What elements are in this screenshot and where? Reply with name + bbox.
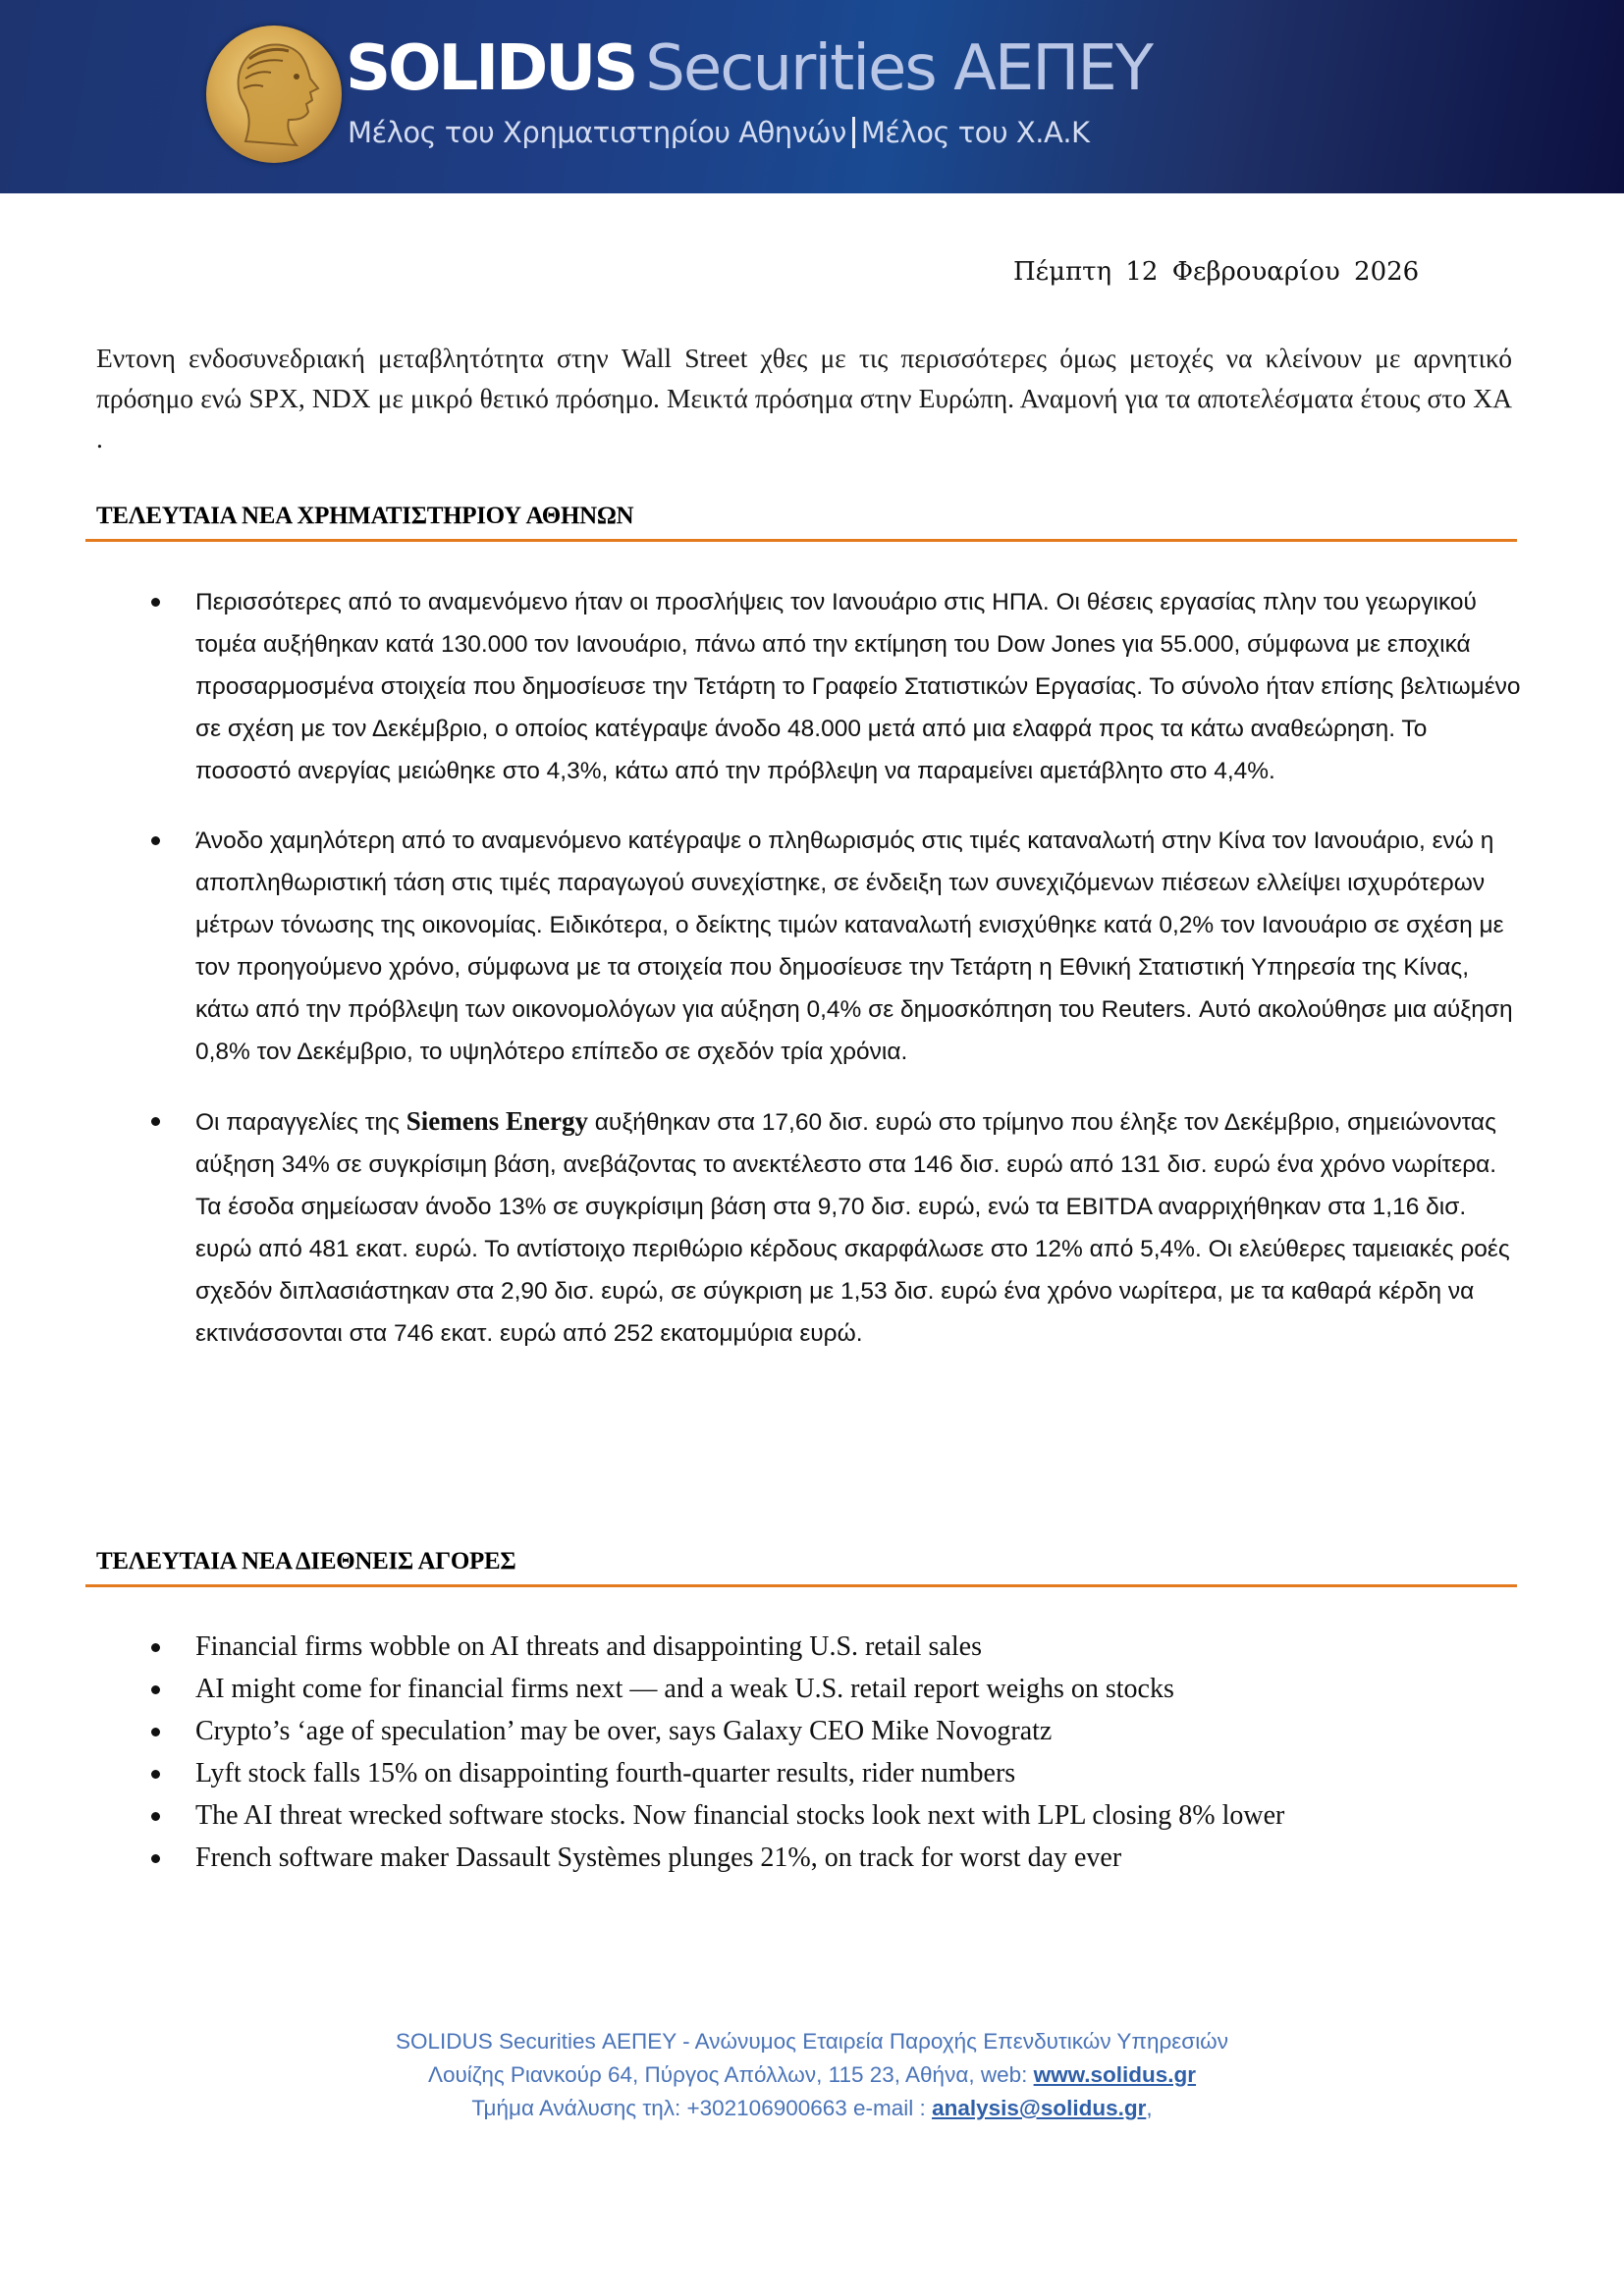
news-prefix: Οι παραγγελίες της xyxy=(195,1109,406,1136)
footer-company: SOLIDUS Securities ΑΕΠΕΥ - Ανώνυμος Εταιρεία Παροχής Επενδυτικών Υπηρεσιών xyxy=(395,2029,1229,2054)
section-divider-athens xyxy=(85,539,1517,542)
news-text: αυξήθηκαν στα 17,60 δισ. ευρώ στο τρίμηνο που έληξε τον Δεκέμβριο, σημειώνοντας αύξηση 34% σε συγκρίσιμη βάση, ανεβάζοντας το ανεκτέλεστο στα 146 δισ. ευρώ από 131 δισ. ευρώ ένα χρόνο νωρίτερα. Τα έσοδα σημείωσαν άνοδο 13% σε συγκρίσιμη βάση στα 9,70 δισ. ευρώ, ενώ τα EBITDA αναρριχήθηκαν στα 1,16 δισ. ευρώ από 481 εκατ. ευρώ. Το αντίστοιχο περιθώριο κέρδους σκαρφάλωσε στο 12% από 5,4%. Οι ελεύθερες ταμειακές ροές σχεδόν διπλασιάστηκαν στα 2,90 δισ. ευρώ, σε σύγκριση με 1,53 δισ. ευρώ ένα χρόνο νωρίτερα, με τα καθαρά κέρδη να εκτινάσσονται στα 746 εκατ. ευρώ από 252 εκατομμύρια ευρώ. xyxy=(195,1109,1510,1347)
list-item xyxy=(147,1100,1522,1355)
footer-address-text: Λουίζης Ριανκούρ 64, Πύργος Απόλλων, 115 23, Αθήνα, web: xyxy=(427,2062,1034,2087)
email-link[interactable]: analysis@solidus.gr xyxy=(932,2096,1147,2120)
news-text: Περισσότερες από το αναμενόμενο ήταν οι προσλήψεις τον Ιανουάριο στις ΗΠΑ. Οι θέσεις εργασίας πλην του γεωργικού τομέα αυξήθηκαν κατά 130.000 τον Ιανουάριο, πάνω από την εκτίμηση του Dow Jones για 55.000, σύμφωνα με εποχικά προσαρμοσμένα στοιχεία που δημοσίευσε την Τετάρτη το Γραφείο Στατιστικών Εργασίας. Το σύνολο ήταν επίσης βελτιωμένο σε σχέση με τον Δεκέμβριο, ο οποίος κατέγραψε άνοδο 48.000 μετά από μια ελαφρά προς τα κάτω αναθεώρηση. Το ποσοστό ανεργίας μειώθηκε στο 4,3%, κάτω από την πρόβλεψη να παραμείνει αμετάβλητο στο 4,4%. xyxy=(195,589,1521,784)
tagline-cyprus-exchange: Μέλος του Χ.Α.Κ xyxy=(860,116,1090,149)
bullet-icon xyxy=(151,1685,160,1694)
list-item xyxy=(147,820,1522,1073)
section-title-athens: ΤΕΛΕΥΤΑΙΑ ΝΕΑ ΧΡΗΜΑΤΙΣΤΗΡΙΟΥ ΑΘΗΝΩΝ xyxy=(96,503,634,529)
headline: The AI threat wrecked software stocks. Now financial stocks look next with LPL closing 8% lower xyxy=(195,1800,1285,1831)
brand-tagline xyxy=(348,116,1090,149)
list-item xyxy=(147,1626,1522,1668)
list-item xyxy=(147,1668,1522,1710)
report-date: Πέμπτη 12 Φεβρουαρίου 2026 xyxy=(1013,257,1420,287)
list-item xyxy=(147,1752,1522,1794)
headline: AI might come for financial firms next — and a weak U.S. retail report weighs on stocks xyxy=(195,1674,1174,1704)
list-item xyxy=(147,1837,1522,1879)
bullet-icon xyxy=(151,598,160,607)
bullet-icon xyxy=(151,1117,160,1126)
bullet-icon xyxy=(151,1854,160,1863)
section-title-international: ΤΕΛΕΥΤΑΙΑ ΝΕΑ ΔΙΕΘΝΕΙΣ ΑΓΟΡΕΣ xyxy=(96,1548,516,1575)
news-text: Άνοδο χαμηλότερη από το αναμενόμενο κατέγραψε ο πληθωρισμός στις τιμές καταναλωτή στην Κίνα τον Ιανουάριο, ενώ η αποπληθωριστική τάση στις τιμές παραγωγού συνεχίστηκε, σε ένδειξη των συνεχιζόμενων πιέσεων ελλείψει ισχυρότερων μέτρων τόνωσης της οικονομίας. Ειδικότερα, ο δείκτης τιμών καταναλωτή ενισχύθηκε κατά 0,2% τον Ιανουάριο σε σχέση με τον προηγούμενο χρόνο, σύμφωνα με τα στοιχεία που δημοσίευσε την Τετάρτη η Εθνική Στατιστική Υπηρεσία της Κίνας, κάτω από την πρόβλεψη των οικονομολόγων για αύξηση 0,4% σε δημοσκόπηση του Reuters. Αυτό ακολούθησε μια αύξηση 0,8% τον Δεκέμβριο, το υψηλότερο επίπεδο σε σχεδόν τρία χρόνια. xyxy=(195,828,1513,1065)
footer xyxy=(0,2025,1624,2125)
bullet-icon xyxy=(151,1812,160,1821)
list-item xyxy=(147,581,1522,792)
bullet-icon xyxy=(151,1728,160,1736)
header-banner xyxy=(0,0,1624,193)
intro-summary: Εντονη ενδοσυνεδριακή μεταβλητότητα στην Wall Street χθες με τις περισσότερες όμως μετοχές να κλείνουν με αρνητικό πρόσημο ενώ SPX, NDX με μικρό θετικό πρόσημο. Μεικτά πρόσημα στην Ευρώπη. Αναμονή για τα αποτελέσματα έτους στο ΧΑ . xyxy=(96,343,1512,454)
list-item xyxy=(147,1794,1522,1837)
bullet-icon xyxy=(151,1770,160,1779)
company-name-emphasis: Siemens Energy xyxy=(406,1106,588,1136)
headline: Crypto’s ‘age of speculation’ may be over, says Galaxy CEO Mike Novogratz xyxy=(195,1716,1053,1746)
bullet-icon xyxy=(151,836,160,845)
footer-contact-text: Τμήμα Ανάλυσης τηλ: +302106900663 e-mail : xyxy=(471,2096,933,2120)
headline: French software maker Dassault Systèmes plunges 21%, on track for worst day ever xyxy=(195,1842,1122,1873)
brand-bold: SOLIDUS xyxy=(346,32,636,105)
tagline-separator xyxy=(852,117,855,148)
footer-trailing-comma: , xyxy=(1146,2096,1153,2120)
section-divider-international xyxy=(85,1584,1517,1587)
athens-news-list xyxy=(147,581,1522,1382)
brand-light: Securities ΑΕΠΕΥ xyxy=(645,32,1152,105)
website-link[interactable]: www.solidus.gr xyxy=(1033,2062,1197,2087)
headline: Financial firms wobble on AI threats and disappointing U.S. retail sales xyxy=(195,1631,982,1662)
footer-contact xyxy=(0,2092,1624,2125)
headline: Lyft stock falls 15% on disappointing fourth-quarter results, rider numbers xyxy=(195,1758,1016,1789)
international-news-list xyxy=(147,1626,1522,1879)
bullet-icon xyxy=(151,1643,160,1652)
brand-name xyxy=(346,32,1152,105)
footer-address xyxy=(0,2058,1624,2092)
gold-coin-portrait-icon xyxy=(206,26,342,163)
list-item xyxy=(147,1710,1522,1752)
tagline-athens-exchange: Μέλος του Χρηματιστηρίου Αθηνών xyxy=(348,116,846,149)
